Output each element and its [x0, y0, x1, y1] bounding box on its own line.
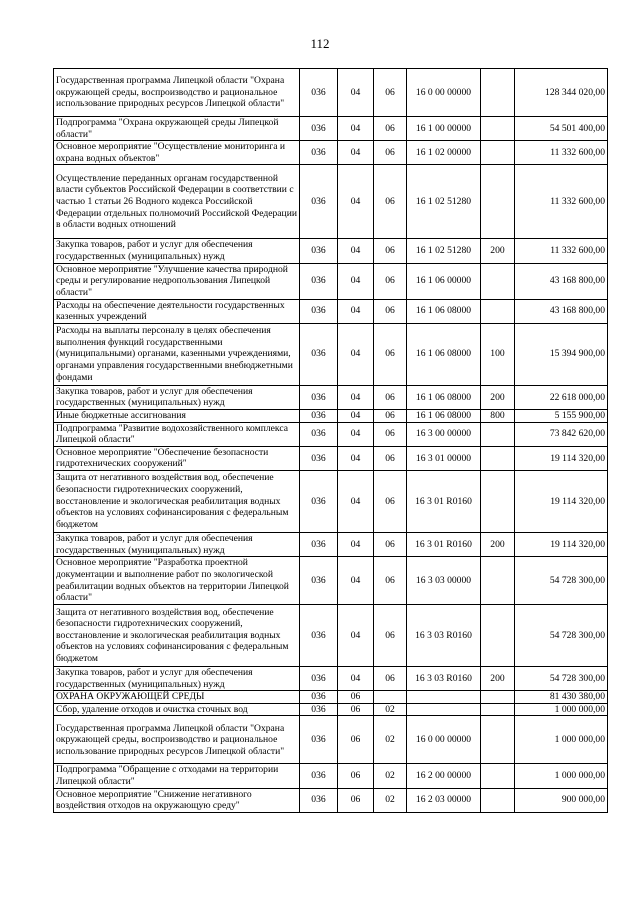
table-row: [54, 716, 608, 764]
row-amount: 54 728 300,00: [515, 557, 608, 605]
row-target-article: 16 1 00 00000: [407, 117, 481, 141]
row-amount: 1 000 000,00: [515, 716, 608, 764]
row-section: 04: [338, 605, 374, 667]
row-subsection: 06: [374, 385, 407, 409]
row-expense-type: 200: [481, 667, 515, 691]
row-subsection: 06: [374, 323, 407, 385]
row-admin-code: 036: [300, 691, 338, 704]
row-subsection: 06: [374, 605, 407, 667]
row-amount: 73 842 620,00: [515, 422, 608, 446]
row-name: Государственная программа Липецкой области "Охрана окружающей среды, воспроизводство и рациональное использование природных ресурсов Липецкой области": [54, 716, 300, 764]
table-row: [54, 323, 608, 385]
row-name: Подпрограмма "Обращение с отходами на территории Липецкой области": [54, 764, 300, 788]
row-name: Расходы на обеспечение деятельности государственных казенных учреждений: [54, 299, 300, 323]
table-row: [54, 299, 608, 323]
row-section: 04: [338, 422, 374, 446]
row-amount: 19 114 320,00: [515, 470, 608, 532]
row-amount: 128 344 020,00: [515, 69, 608, 117]
row-name: Сбор, удаление отходов и очистка сточных вод: [54, 703, 300, 716]
table-row: [54, 691, 608, 704]
row-target-article: 16 1 02 00000: [407, 141, 481, 165]
table-row: [54, 141, 608, 165]
table-row: [54, 409, 608, 422]
row-name: Закупка товаров, работ и услуг для обеспечения государственных (муниципальных) нужд: [54, 385, 300, 409]
row-name: Закупка товаров, работ и услуг для обеспечения государственных (муниципальных) нужд: [54, 239, 300, 263]
row-expense-type: 800: [481, 409, 515, 422]
row-section: 04: [338, 446, 374, 470]
row-expense-type: 200: [481, 385, 515, 409]
row-section: 04: [338, 323, 374, 385]
table-row: [54, 422, 608, 446]
row-subsection: 06: [374, 667, 407, 691]
row-admin-code: 036: [300, 323, 338, 385]
row-target-article: 16 1 06 00000: [407, 263, 481, 299]
row-section: 04: [338, 117, 374, 141]
table-row: [54, 165, 608, 239]
row-target-article: 16 0 00 00000: [407, 716, 481, 764]
row-subsection: 06: [374, 409, 407, 422]
row-name: Подпрограмма "Охрана окружающей среды Липецкой области": [54, 117, 300, 141]
row-section: 04: [338, 239, 374, 263]
row-subsection: [374, 691, 407, 704]
row-subsection: 06: [374, 446, 407, 470]
row-target-article: 16 2 00 00000: [407, 764, 481, 788]
row-name: Защита от негативного воздействия вод, обеспечение безопасности гидротехнических сооружений, восстановление и экологическая реабилитация водных объектов на условиях софинансирования с федеральным бюджетом: [54, 605, 300, 667]
row-amount: 900 000,00: [515, 788, 608, 812]
row-amount: 81 430 380,00: [515, 691, 608, 704]
row-amount: 1 000 000,00: [515, 703, 608, 716]
row-name: Подпрограмма "Развитие водохозяйственного комплекса Липецкой области": [54, 422, 300, 446]
row-subsection: 02: [374, 764, 407, 788]
row-section: 04: [338, 69, 374, 117]
row-target-article: 16 3 03 R0160: [407, 667, 481, 691]
row-name: Основное мероприятие "Обеспечение безопасности гидротехнических сооружений": [54, 446, 300, 470]
row-target-article: 16 3 01 R0160: [407, 532, 481, 556]
row-expense-type: [481, 470, 515, 532]
row-expense-type: [481, 557, 515, 605]
row-admin-code: 036: [300, 605, 338, 667]
row-subsection: 06: [374, 422, 407, 446]
row-expense-type: [481, 691, 515, 704]
row-subsection: 06: [374, 532, 407, 556]
row-section: 04: [338, 385, 374, 409]
row-target-article: 16 1 02 51280: [407, 239, 481, 263]
row-section: 04: [338, 409, 374, 422]
table-row: [54, 764, 608, 788]
row-expense-type: [481, 446, 515, 470]
row-section: 06: [338, 716, 374, 764]
row-target-article: 16 1 06 08000: [407, 299, 481, 323]
row-section: 04: [338, 165, 374, 239]
row-admin-code: 036: [300, 716, 338, 764]
row-section: 04: [338, 470, 374, 532]
row-target-article: [407, 691, 481, 704]
row-amount: 54 728 300,00: [515, 667, 608, 691]
row-expense-type: [481, 703, 515, 716]
row-admin-code: 036: [300, 239, 338, 263]
budget-table: [53, 68, 608, 813]
row-admin-code: 036: [300, 141, 338, 165]
row-admin-code: 036: [300, 557, 338, 605]
row-expense-type: [481, 263, 515, 299]
row-target-article: 16 2 03 00000: [407, 788, 481, 812]
row-admin-code: 036: [300, 470, 338, 532]
row-amount: 1 000 000,00: [515, 764, 608, 788]
row-section: 06: [338, 788, 374, 812]
row-target-article: 16 0 00 00000: [407, 69, 481, 117]
row-subsection: 06: [374, 117, 407, 141]
row-subsection: 02: [374, 703, 407, 716]
row-amount: 5 155 900,00: [515, 409, 608, 422]
row-expense-type: [481, 605, 515, 667]
row-amount: 43 168 800,00: [515, 263, 608, 299]
table-row: [54, 69, 608, 117]
row-admin-code: 036: [300, 117, 338, 141]
row-admin-code: 036: [300, 263, 338, 299]
row-subsection: 02: [374, 788, 407, 812]
row-subsection: 06: [374, 141, 407, 165]
table-row: [54, 667, 608, 691]
row-expense-type: [481, 764, 515, 788]
row-expense-type: 200: [481, 239, 515, 263]
row-name: Осуществление переданных органам государственной власти субъектов Российской Федерации в соответствии с частью 1 статьи 26 Водного кодекса Российской Федерации отдельных полномочий Российской Федерации в области водных отношений: [54, 165, 300, 239]
row-admin-code: 036: [300, 667, 338, 691]
row-admin-code: 036: [300, 446, 338, 470]
row-admin-code: 036: [300, 165, 338, 239]
row-admin-code: 036: [300, 385, 338, 409]
row-admin-code: 036: [300, 422, 338, 446]
table-row: [54, 239, 608, 263]
row-section: 06: [338, 703, 374, 716]
row-amount: 54 728 300,00: [515, 605, 608, 667]
table-row: [54, 117, 608, 141]
table-row: [54, 703, 608, 716]
row-admin-code: 036: [300, 69, 338, 117]
row-name: Закупка товаров, работ и услуг для обеспечения государственных (муниципальных) нужд: [54, 532, 300, 556]
table-row: [54, 263, 608, 299]
row-target-article: 16 3 01 00000: [407, 446, 481, 470]
row-name: Расходы на выплаты персоналу в целях обеспечения выполнения функций государственными (муниципальными) органами, казенными учреждениями, органами управления государственными внебюджетными фондами: [54, 323, 300, 385]
table-row: [54, 788, 608, 812]
row-subsection: 02: [374, 716, 407, 764]
row-subsection: 06: [374, 299, 407, 323]
row-expense-type: [481, 299, 515, 323]
row-name: Иные бюджетные ассигнования: [54, 409, 300, 422]
row-target-article: 16 3 03 R0160: [407, 605, 481, 667]
row-expense-type: [481, 165, 515, 239]
table-row: [54, 385, 608, 409]
row-admin-code: 036: [300, 299, 338, 323]
row-amount: 43 168 800,00: [515, 299, 608, 323]
row-target-article: 16 1 02 51280: [407, 165, 481, 239]
row-section: 04: [338, 667, 374, 691]
row-admin-code: 036: [300, 764, 338, 788]
row-amount: 15 394 900,00: [515, 323, 608, 385]
row-target-article: 16 1 06 08000: [407, 385, 481, 409]
row-section: 04: [338, 532, 374, 556]
row-amount: 54 501 400,00: [515, 117, 608, 141]
row-subsection: 06: [374, 263, 407, 299]
row-expense-type: [481, 788, 515, 812]
page-number: 112: [310, 36, 330, 51]
row-name: Закупка товаров, работ и услуг для обеспечения государственных (муниципальных) нужд: [54, 667, 300, 691]
row-expense-type: [481, 141, 515, 165]
row-subsection: 06: [374, 239, 407, 263]
row-admin-code: 036: [300, 532, 338, 556]
table-row: [54, 532, 608, 556]
row-section: 04: [338, 557, 374, 605]
row-amount: 19 114 320,00: [515, 532, 608, 556]
table-row: [54, 557, 608, 605]
row-amount: 19 114 320,00: [515, 446, 608, 470]
row-name: Основное мероприятие "Осуществление мониторинга и охрана водных объектов": [54, 141, 300, 165]
table-row: [54, 470, 608, 532]
row-admin-code: 036: [300, 788, 338, 812]
row-admin-code: 036: [300, 409, 338, 422]
row-target-article: 16 3 01 R0160: [407, 470, 481, 532]
row-section: 04: [338, 299, 374, 323]
budget-table-body: [54, 69, 608, 813]
row-subsection: 06: [374, 165, 407, 239]
row-subsection: 06: [374, 557, 407, 605]
row-target-article: 16 1 06 08000: [407, 409, 481, 422]
row-target-article: 16 3 00 00000: [407, 422, 481, 446]
row-amount: 11 332 600,00: [515, 141, 608, 165]
row-section: 06: [338, 691, 374, 704]
row-expense-type: [481, 69, 515, 117]
row-amount: 11 332 600,00: [515, 165, 608, 239]
row-target-article: [407, 703, 481, 716]
row-admin-code: 036: [300, 703, 338, 716]
row-name: Государственная программа Липецкой области "Охрана окружающей среды, воспроизводство и рациональное использование природных ресурсов Липецкой области": [54, 69, 300, 117]
row-target-article: 16 1 06 08000: [407, 323, 481, 385]
row-expense-type: [481, 422, 515, 446]
row-name: ОХРАНА ОКРУЖАЮЩЕЙ СРЕДЫ: [54, 691, 300, 704]
row-amount: 22 618 000,00: [515, 385, 608, 409]
row-subsection: 06: [374, 69, 407, 117]
row-target-article: 16 3 03 00000: [407, 557, 481, 605]
row-section: 06: [338, 764, 374, 788]
table-row: [54, 605, 608, 667]
row-section: 04: [338, 263, 374, 299]
row-expense-type: 200: [481, 532, 515, 556]
row-expense-type: [481, 117, 515, 141]
row-name: Основное мероприятие "Разработка проектной документации и выполнение работ по экологической реабилитации водных объектов на территории Липецкой области": [54, 557, 300, 605]
row-section: 04: [338, 141, 374, 165]
row-amount: 11 332 600,00: [515, 239, 608, 263]
row-expense-type: [481, 716, 515, 764]
row-name: Основное мероприятие "Снижение негативного воздействия отходов на окружающую среду": [54, 788, 300, 812]
table-row: [54, 446, 608, 470]
row-name: Основное мероприятие "Улучшение качества природной среды и регулирование недропользования Липецкой области": [54, 263, 300, 299]
row-subsection: 06: [374, 470, 407, 532]
row-expense-type: 100: [481, 323, 515, 385]
row-name: Защита от негативного воздействия вод, обеспечение безопасности гидротехнических сооружений, восстановление и экологическая реабилитация водных объектов на условиях софинансирования с федеральным бюджетом: [54, 470, 300, 532]
